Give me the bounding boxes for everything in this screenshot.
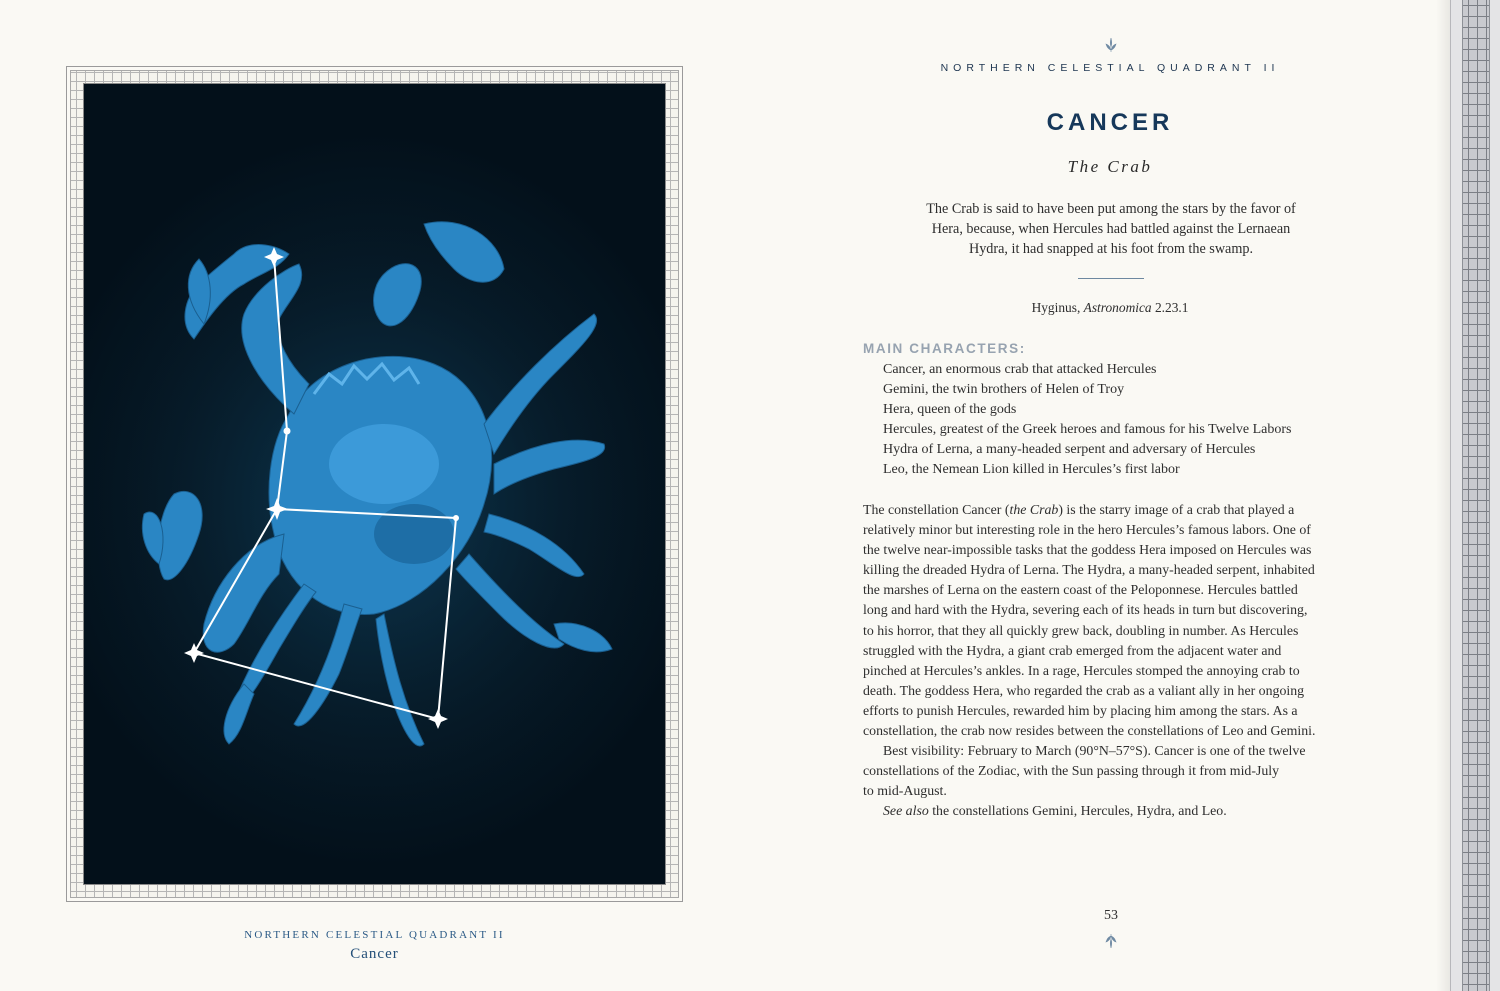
illustration-caption-name: Cancer bbox=[350, 946, 399, 962]
epigraph-line: Hera, because, when Hercules had battled against the Lernaean bbox=[931, 221, 1291, 238]
greek-key-edge-band bbox=[1462, 0, 1490, 991]
list-item: Hera, queen of the gods bbox=[883, 402, 1017, 418]
body-line: killing the dreaded Hydra of Lerna. The Hydra, a many-headed serpent, inhabited bbox=[863, 562, 1315, 578]
characters-list bbox=[883, 360, 1292, 481]
list-item: Cancer, an enormous crab that attacked Hercules bbox=[883, 362, 1157, 377]
page-subtitle: The Crab bbox=[1067, 157, 1153, 176]
divider-rule bbox=[1078, 278, 1144, 279]
cancer-constellation-illustration bbox=[83, 83, 666, 885]
source-author: Hyginus, bbox=[1031, 300, 1084, 315]
source-ref: 2.23.1 bbox=[1151, 300, 1189, 315]
body-line: The constellation Cancer (the Crab) is the starry image of a crab that played a bbox=[863, 502, 1295, 517]
body-line: death. The goddess Hera, who regarded the crab as a valiant ally in her ongoing bbox=[863, 682, 1305, 698]
body-line: constellations of the Zodiac, with the Sun passing through it from mid-July bbox=[863, 763, 1280, 779]
body-line: efforts to punish Hercules, rewarded him by placing him among the stars. As a bbox=[863, 702, 1298, 718]
body-line: to mid-August. bbox=[863, 783, 947, 799]
body-line: the twelve near-impossible tasks that the goddess Hera imposed on Hercules was bbox=[863, 542, 1312, 558]
running-head: NORTHERN CELESTIAL QUADRANT II bbox=[940, 62, 1280, 74]
body-line: constellation, the crab now resides between the constellations of Leo and Gemini. bbox=[863, 723, 1316, 739]
illustration-frame bbox=[66, 66, 683, 902]
left-page-footer bbox=[66, 929, 683, 963]
list-item: Hydra of Lerna, a many-headed serpent and adversary of Hercules bbox=[883, 442, 1256, 458]
page-title: CANCER bbox=[1046, 109, 1174, 136]
body-line: Best visibility: February to March (90°N–57°S). Cancer is one of the twelve bbox=[883, 743, 1306, 759]
body-line: the marshes of Lerna on the eastern coast of the Peloponnese. Hercules battled bbox=[863, 582, 1298, 598]
fleuron-icon bbox=[1104, 934, 1118, 948]
list-item: Leo, the Nemean Lion killed in Hercules’s first labor bbox=[883, 462, 1180, 478]
epigraph-source bbox=[863, 300, 1357, 316]
body-text bbox=[863, 500, 1359, 822]
epigraph-line: Hydra, it had snapped at his foot from the swamp. bbox=[968, 241, 1254, 258]
illustration-caption: NORTHERN CELESTIAL QUADRANT II bbox=[244, 929, 505, 941]
list-item: Gemini, the twin brothers of Helen of Troy bbox=[883, 382, 1125, 398]
page-number: 53 bbox=[1104, 908, 1118, 923]
body-line: struggled with the Hydra, a giant crab emerged from the adjacent water and bbox=[863, 642, 1282, 658]
list-item: Hercules, greatest of the Greek heroes and famous for his Twelve Labors bbox=[883, 422, 1292, 438]
source-work: Astronomica bbox=[1083, 300, 1152, 315]
body-line: to his horror, that they all quickly grew back, doubling in number. As Hercules bbox=[863, 622, 1299, 638]
epigraph bbox=[880, 199, 1342, 260]
body-line: See also the constellations Gemini, Hercules, Hydra, and Leo. bbox=[883, 803, 1227, 819]
body-line: relatively minor but interesting role in the hero Hercules’s famous labors. One of bbox=[863, 522, 1311, 538]
epigraph-line: The Crab is said to have been put among the stars by the favor of bbox=[926, 201, 1296, 217]
fleuron-icon bbox=[1104, 38, 1118, 52]
body-line: pinched at Hercules’s ankles. In a rage, Hercules stomped the annoying crab to bbox=[863, 662, 1300, 678]
crab-illustration bbox=[84, 84, 666, 885]
page-shadow bbox=[1436, 0, 1450, 991]
main-characters-heading: MAIN CHARACTERS: bbox=[863, 341, 1026, 356]
body-line: long and hard with the Hydra, severing each of its heads in turn but discovering, bbox=[863, 602, 1308, 618]
